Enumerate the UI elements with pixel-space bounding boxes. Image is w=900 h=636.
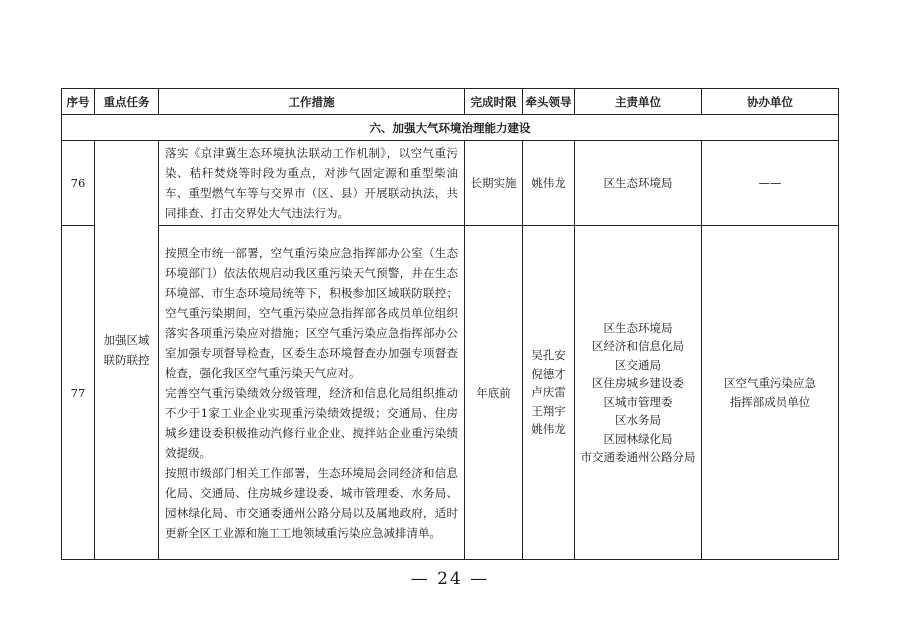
header-deadline: 完成时限 — [465, 89, 523, 115]
row-number: 76 — [62, 141, 95, 226]
assisting-unit: 区空气重污染应急 — [724, 376, 816, 390]
leader-cell — [523, 226, 575, 560]
measure-text: 完善空气重污染绩效分级管理，经济和信息化局组织推动不少于1家工业企业实现重污染绩效提级；交通局、住房城乡建设委积极推动汽修行业企业、搅拌站企业重污染绩效提级。 — [165, 385, 458, 460]
header-task: 重点任务 — [95, 89, 159, 115]
responsible-unit: 区城市管理委 — [603, 394, 673, 409]
header-number: 序号 — [62, 89, 95, 115]
responsible-unit: 市交通委通州公路分局 — [580, 450, 696, 464]
header-responsible: 主责单位 — [575, 89, 702, 115]
page-number: — 24 — — [410, 569, 490, 589]
responsible-unit: 区园林绿化局 — [603, 431, 673, 446]
measure-text: 落实《京津冀生态环境执法联动工作机制》，以空气重污染、秸秆焚烧等时段为重点，对涉气固定源和重型柴油车、重型燃气车等与交界市（区、县）开展联动执法，共同排查、打击交界处大气违法行为。 — [165, 146, 458, 220]
table-row — [62, 226, 839, 560]
section-row — [62, 115, 839, 141]
measures-cell — [159, 226, 465, 560]
responsible-cell — [575, 141, 702, 226]
leader-name: 姚伟龙 — [531, 422, 566, 437]
header-assisting: 协办单位 — [702, 89, 839, 115]
section-title: 六、加强大气环境治理能力建设 — [62, 115, 839, 141]
leader-name: 卢庆雷 — [531, 385, 566, 400]
leader-name: 吴孔安 — [531, 348, 566, 363]
leader-cell — [523, 141, 575, 226]
deadline-cell: 长期实施 — [465, 141, 523, 226]
header-leader: 牵头领导 — [523, 89, 575, 115]
assisting-cell — [702, 226, 839, 560]
leader-name: 王翔宇 — [531, 403, 566, 418]
responsible-unit: 区水务局 — [615, 413, 661, 427]
responsible-unit: 区生态环境局 — [603, 175, 673, 190]
header-measures: 工作措施 — [159, 89, 465, 115]
header-row — [62, 89, 839, 115]
task-name: 加强区域联防联控 — [103, 333, 150, 367]
responsible-unit: 区经济和信息化局 — [592, 339, 684, 353]
leader-name: 倪德才 — [531, 366, 566, 381]
measure-text: 按照全市统一部署，空气重污染应急指挥部办公室（生态环境部门）依法依规启动我区重污染天气预警，并在生态环境部、市生态环境局统等下，积极参加区域联防联控；空气重污染期间，空气重污染应急指挥部各成员单位组织落实各项重污染应对措施；区空气重污染应急指挥部办公室加强专项督导检查，区委生态环境督查办加强专项督查检查，强化我区空气重污染天气应对。 — [165, 245, 458, 380]
row-number: 77 — [62, 226, 95, 560]
measures-table — [61, 88, 839, 560]
responsible-cell — [575, 226, 702, 560]
responsible-unit: 区住房城乡建设委 — [592, 376, 684, 390]
measure-text: 按照市级部门相关工作部署，生态环境局会同经济和信息化局、交通局、住房城乡建设委、城市管理委、水务局、园林绿化局、市交通委通州公路分局以及属地政府，适时更新全区工业源和施工工地领域重污染应急减排清单。 — [165, 465, 458, 540]
deadline-cell: 年底前 — [465, 226, 523, 560]
task-cell — [95, 141, 159, 560]
leader-name: 姚伟龙 — [531, 175, 566, 190]
assisting-unit: 指挥部成员单位 — [729, 394, 811, 409]
table-row — [62, 141, 839, 226]
assisting-cell: —— — [702, 141, 839, 226]
responsible-unit: 区交通局 — [615, 357, 661, 372]
measures-cell — [159, 141, 465, 226]
responsible-unit: 区生态环境局 — [603, 320, 673, 335]
